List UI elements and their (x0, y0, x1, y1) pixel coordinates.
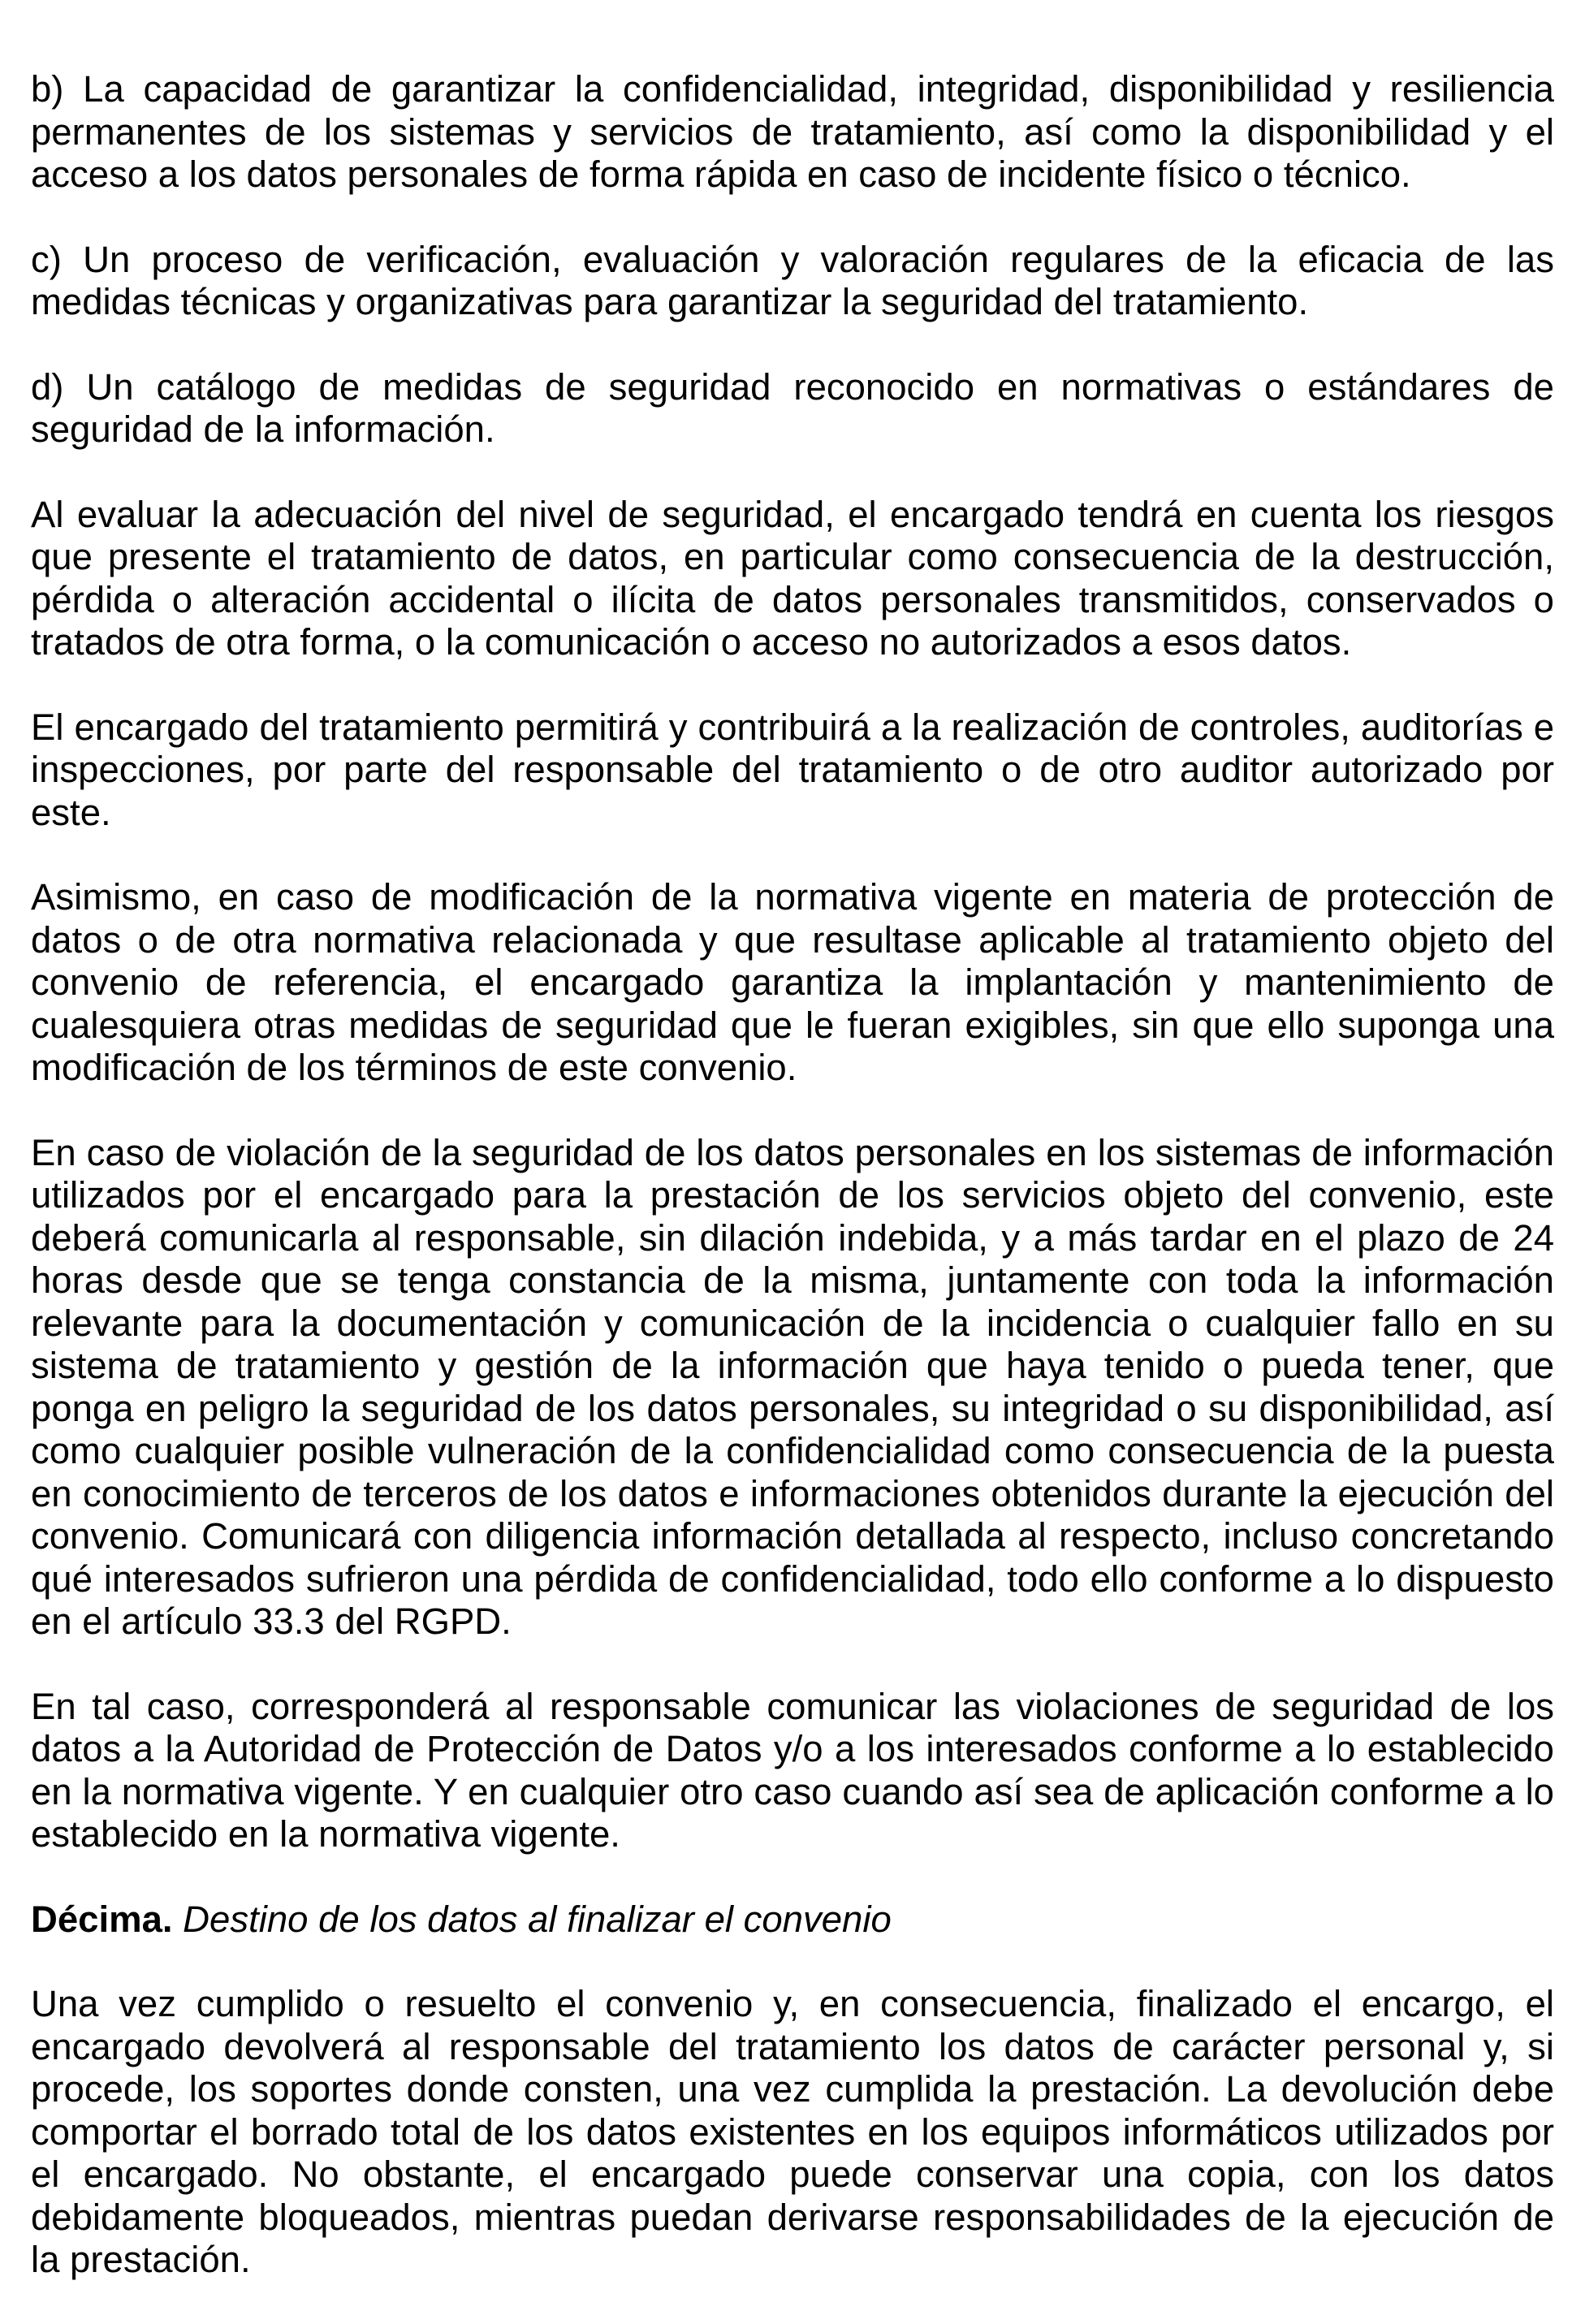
paragraph-violacion: En caso de violación de la seguridad de los datos personales en los sistemas de información utilizados por el encargado para la prestación de los servicios objeto del convenio, este deberá comunicarla al responsable, sin dilación indebida, y a más tardar en el plazo de 24 horas desde que se tenga constancia de la misma, juntamente con toda la información relevante para la documentación y comunicación de la incidencia o cualquier fallo en su sistema de tratamiento y gestión de la información que haya tenido o pueda tener, que ponga en peligro la seguridad de los datos personales, su integridad o su disponibilidad, así como cualquier posible vulneración de la confidencialidad como consecuencia de la puesta en conocimiento de terceros de los datos e informaciones obtenidos durante la ejecución del convenio. Comunicará con diligencia información detallada al respecto, incluso concretando qué interesados sufrieron una pérdida de confidencialidad, todo ello conforme a lo dispuesto en el artículo 33.3 del RGPD. (31, 1131, 1554, 1642)
paragraph-una-vez: Una vez cumplido o resuelto el convenio y, en consecuencia, finalizado el encargo, el encargado devolverá al responsable del tratamiento los datos de carácter personal y, si procede, los soportes donde consten, una vez cumplida la prestación. La devolución debe comportar el borrado total de los datos existentes en los equipos informáticos utilizados por el encargado. No obstante, el encargado puede conservar una copia, con los datos debidamente bloqueados, mientras puedan derivarse responsabilidades de la ejecución de la prestación. (31, 1983, 1554, 2280)
section-heading-decima (31, 1899, 1554, 1942)
paragraph-d: d) Un catálogo de medidas de seguridad reconocido en normativas o estándares de seguridad de la información. (31, 365, 1554, 450)
paragraph-b: b) La capacidad de garantizar la confidencialidad, integridad, disponibilidad y resiliencia permanentes de los sistemas y servicios de tratamiento, así como la disponibilidad y el acceso a los datos personales de forma rápida en caso de incidente físico o técnico. (31, 68, 1554, 195)
section-label: Décima. (31, 1898, 173, 1940)
paragraph-c: c) Un proceso de verificación, evaluación y valoración regulares de la eficacia de las medidas técnicas y organizativas para garantizar la seguridad del tratamiento. (31, 238, 1554, 322)
document-page (31, 68, 1554, 2324)
paragraph-en-tal-caso: En tal caso, corresponderá al responsable comunicar las violaciones de seguridad de los datos a la Autoridad de Protección de Datos y/o a los interesados conforme a lo establecido en la normativa vigente. Y en cualquier otro caso cuando así sea de aplicación conforme a lo establecido en la normativa vigente. (31, 1685, 1554, 1855)
paragraph-asimismo: Asimismo, en caso de modificación de la normativa vigente en materia de protección de datos o de otra normativa relacionada y que resultase aplicable al tratamiento objeto del convenio de referencia, el encargado garantiza la implantación y mantenimiento de cualesquiera otras medidas de seguridad que le fueran exigibles, sin que ello suponga una modificación de los términos de este convenio. (31, 876, 1554, 1088)
paragraph-evaluar: Al evaluar la adecuación del nivel de seguridad, el encargado tendrá en cuenta los riesgos que presente el tratamiento de datos, en particular como consecuencia de la destrucción, pérdida o alteración accidental o ilícita de datos personales transmitidos, conservados o tratados de otra forma, o la comunicación o acceso no autorizados a esos datos. (31, 493, 1554, 663)
section-title: Destino de los datos al finalizar el convenio (183, 1898, 892, 1940)
paragraph-permitira: El encargado del tratamiento permitirá y contribuirá a la realización de controles, auditorías e inspecciones, por parte del responsable del tratamiento o de otro auditor autorizado por este. (31, 706, 1554, 833)
